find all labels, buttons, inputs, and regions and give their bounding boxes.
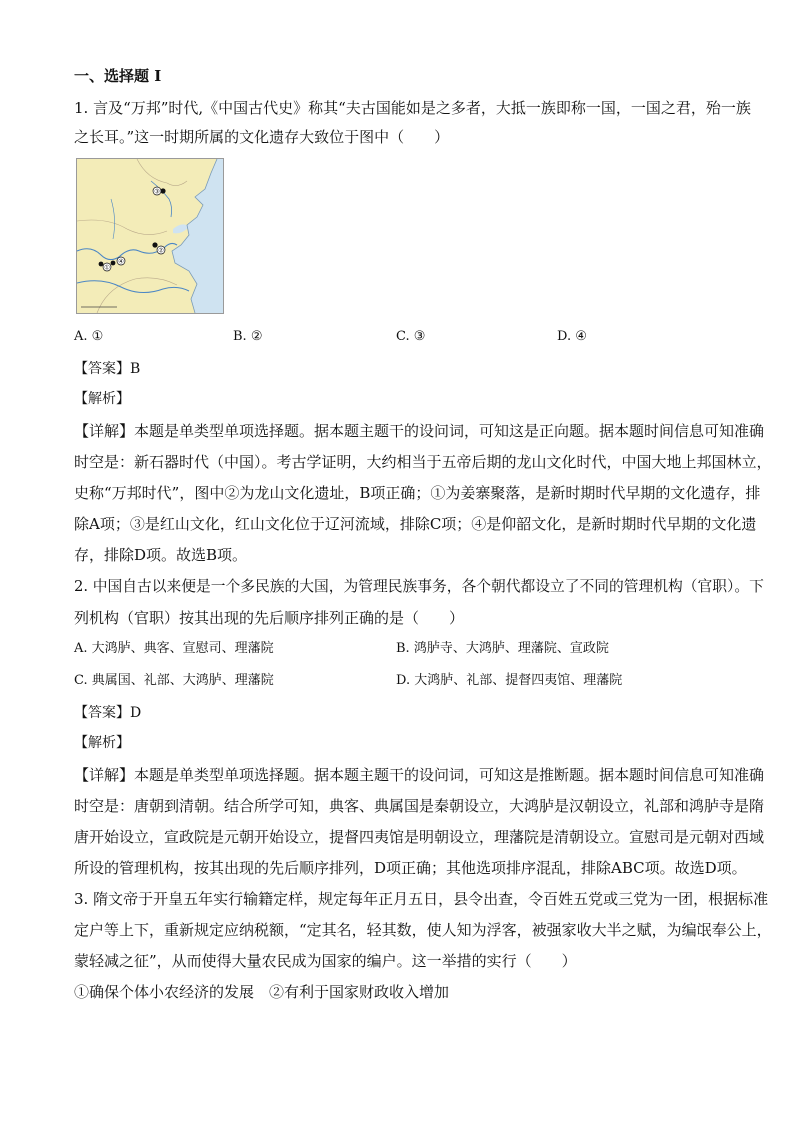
q1-answer: 【答案】B	[74, 361, 141, 377]
q1-analysis-label: 【解析】	[74, 391, 130, 407]
map-marker-4: ④	[118, 257, 124, 266]
q2-analysis-label: 【解析】	[74, 735, 130, 751]
map-marker-1: ①	[104, 263, 110, 272]
q2-option-d: D. 大鸿胪、礼部、提督四夷馆、理藩院	[396, 673, 623, 688]
q1-option-d: D. ④	[557, 329, 587, 344]
q1-detail-line-4: 除A项；③是红山文化，红山文化位于辽河流域，排除C项；④是仰韶文化，是新时期时代早期的文化遗	[74, 515, 757, 533]
q2-stem-line-1: 2. 中国自古以来便是一个多民族的大国，为管理民族事务，各个朝代都设立了不同的管理机构（官职）。下	[74, 578, 764, 595]
q2-detail-line-4: 所设的管理机构，按其出现的先后顺序排列，D项正确；其他选项排序混乱，排除ABC项。故选D项。	[74, 859, 747, 877]
section-title: 一、选择题 I	[74, 67, 162, 85]
q2-option-c: C. 典属国、礼部、大鸿胪、理藩院	[74, 673, 274, 688]
map-marker-3: ③	[154, 187, 160, 196]
map-svg	[77, 159, 223, 313]
q2-detail-line-1: 【详解】本题是单类型单项选择题。据本题主题干的设问词，可知这是推断题。据本题时间信息可知准确	[74, 766, 765, 784]
q1-option-a: A. ①	[74, 329, 104, 344]
q2-option-b: B. 鸿胪寺、大鸿胪、理藩院、宣政院	[396, 641, 609, 656]
q2-stem-line-2: 列机构（官职）按其出现的先后顺序排列正确的是（ ）	[74, 609, 465, 627]
q2-detail-line-2: 时空是：唐朝到清朝。结合所学可知，典客、典属国是秦朝设立，大鸿胪是汉朝设立，礼部和鸿胪寺是隋	[74, 797, 765, 815]
q1-stem-line-2: 之长耳。”这一时期所属的文化遗存大致位于图中（ ）	[74, 128, 450, 146]
q1-map-image	[76, 158, 224, 314]
q3-stem-line-2: 定户等上下，重新规定应纳税额，“定其名，轻其数，使人知为浮客，被强家收大半之赋，为编氓奉公上，	[74, 921, 772, 939]
q1-detail-line-1: 【详解】本题是单类型单项选择题。据本题主题干的设问词，可知这是正向题。据本题时间信息可知准确	[74, 422, 765, 440]
q1-detail-line-2: 时空是：新石器时代（中国）。考古学证明，大约相当于五帝后期的龙山文化时代，中国大地上邦国林立，	[74, 453, 772, 471]
q1-option-c: C. ③	[396, 329, 426, 344]
q1-stem-line-1: 1. 言及“万邦”时代,《中国古代史》称其“夫古国能如是之多者，大抵一族即称一国，一国之君，殆一族	[74, 99, 751, 117]
q3-stem-line-3: 蒙轻减之征”，从而使得大量农民成为国家的编户。这一举措的实行（ ）	[74, 952, 577, 970]
q2-option-a: A. 大鸿胪、典客、宣慰司、理藩院	[74, 641, 274, 656]
map-marker-2: ②	[158, 246, 164, 255]
q1-detail-line-3: 史称“万邦时代”，图中②为龙山文化遗址，B项正确；①为姜寨聚落，是新时期时代早期的文化遗存，排	[74, 484, 761, 502]
q2-detail-line-3: 唐开始设立，宣政院是元朝开始设立，提督四夷馆是明朝设立，理藩院是清朝设立。宣慰司是元朝对西域	[74, 828, 765, 846]
q2-answer: 【答案】D	[74, 705, 142, 721]
q3-item-line: ①确保个体小农经济的发展 ②有利于国家财政收入增加	[74, 983, 450, 1001]
q1-detail-line-5: 存，排除D项。故选B项。	[74, 546, 248, 564]
q3-stem-line-1: 3. 隋文帝于开皇五年实行输籍定样，规定每年正月五日，县令出查，令百姓五党或三党为一团，根据标准	[74, 890, 769, 908]
q1-option-b: B. ②	[233, 329, 263, 344]
